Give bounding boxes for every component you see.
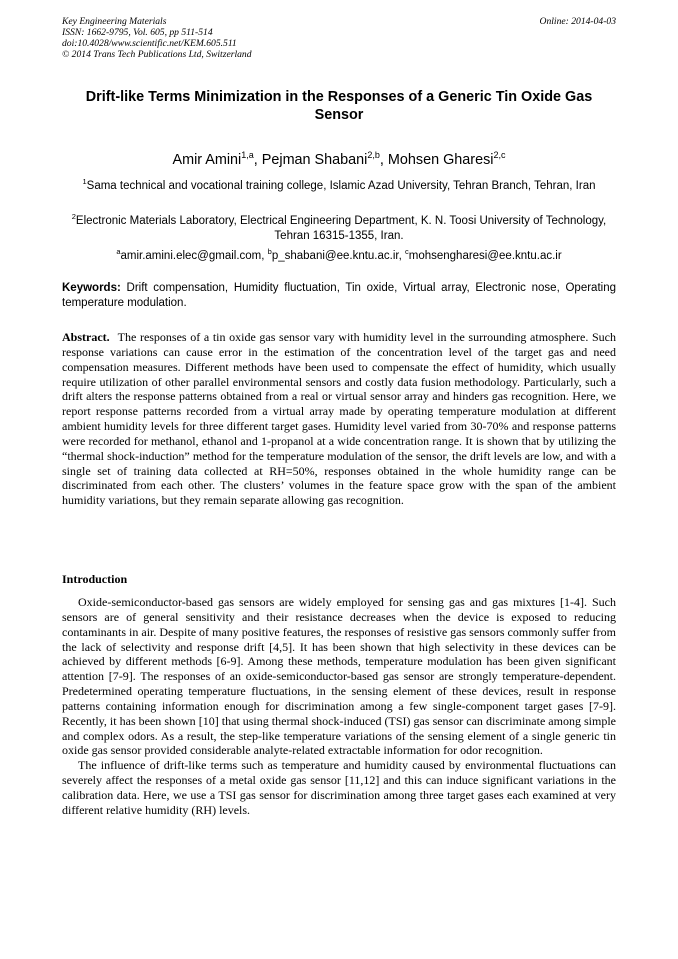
affiliation-2 [62,209,616,244]
journal-issn: ISSN: 1662-9795, Vol. 605, pp 511-514 [62,27,213,38]
author-name: Mohsen Gharesi [387,151,494,168]
author-list: Amir Amini$^{1,a}$, Pejman Shabani$^{2,b}$, Mohsen Gharesi$^{2,c}$ [172,150,506,168]
author-sup: 2,b [367,150,380,160]
email-sup: a [116,247,121,256]
author-emails [62,244,616,264]
author-sup: 1,a [241,150,254,160]
author-sup: 2,c [493,150,506,160]
author-name: Amir Amini [172,151,242,168]
email-text: amir.amini.elec@gmail.com, [120,249,268,262]
keywords-label: Keywords: [62,282,121,294]
journal-info [62,16,616,60]
introduction-body [62,595,616,818]
affiliation-sup: 2 [71,212,76,221]
journal-header [62,16,616,60]
author-name: Pejman Shabani [261,151,368,168]
affiliation-text: Electronic Materials Laboratory, Electrical Engineering Department, K. N. Toosi University of Technology, Tehran 16315-1355, Iran. [75,214,607,242]
paper-title: Drift-like Terms Minimization in the Responses of a Generic Tin Oxide Gas Sensor [85,89,593,123]
affiliation-sup: 1 [82,177,87,186]
journal-name: Key Engineering Materials [62,16,167,27]
email-text: p_shabani@ee.kntu.ac.ir, [271,249,405,262]
email-sup: c [404,247,409,256]
keywords [62,281,616,311]
section-heading: Introduction [62,572,128,586]
paragraph: Oxide-semiconductor-based gas sensors are widely employed for sensing gas and gas mixtures [1-4]. Such sensors are of general sensitivity and their resistance decreases when the device is exposed to reducing contaminants in air. Despite of many positive features, the responses of resistive gas sensors commonly suffer from the lack of selectivity and response drift [4,5]. It has been shown that high selectivity in these devices can be achieved by different methods [6-9]. Among these methods, temperature modulation has been given significant attention [7-9]. The responses of an oxide-semiconductor-based gas sensor are strongly temperature-dependent. Predetermined operating temperature fluctuations, in the sensing element of these devices, result in response patterns containing information enough for discrimination among a few single-component target gases [7-9]. Recently, it has been shown [10] that using thermal shock-induced (TSI) gas sensor can discriminate among simple and complex odors. As a result, the step-like temperature variations of the sensing element of a single generic tin oxide gas sensor provided considerable analyte-related extractable information for odor recognition. [62,595,616,758]
paragraph: The influence of drift-like terms such as temperature and humidity caused by environmental fluctuations can severely affect the responses of a metal oxide gas sensor [11,12] and this can induce significant variations in the calibration data. Here, we use a TSI gas sensor for discrimination among three target gases each examined at very different relative humidity (RH) levels. [62,758,616,817]
email-sup: b [267,247,272,256]
affiliation-1 [62,174,616,194]
abstract-text: The responses of a tin oxide gas sensor vary with humidity level in the surrounding atmosphere. Such response variations can cause error in the estimation of the concentration level of the target gas and need compensation measures. Different methods have been used to compensate the effect of humidity, which usually require utilization of other parallel environmental sensors and costly data fusion methodology. Particularly, such a drift alters the response patterns obtained from a real or virtual sensor array and hinders gas recognition. Here, we report response patterns recorded from a virtual array made by operating temperature modulation at different ambient humidity levels for three different target gases. Humidity level varied from 30-70% and response patterns were recorded for methanol, ethanol and 1-propanol at a wide concentration range. It is shown that by utilizing the “thermal shock-induction” method for the temperature modulation of the sensor, the drift levels are low, and with a single set of training data collected at RH=50%, responses obtained in the whole humidity range can be discriminated from each other. The clusters’ volumes in the feature space grow with the span of the ambient humidity variations, but they remain separate allowing gas recognition. [62,330,616,508]
email-text: mohsengharesi@ee.kntu.ac.ir [408,249,562,262]
online-date: Online: 2014-04-03 [539,16,616,27]
keywords-text: Drift compensation, Humidity fluctuation, Tin oxide, Virtual array, Electronic nose, Operating temperature modulation. [62,282,616,309]
journal-copyright: © 2014 Trans Tech Publications Ltd, Switzerland [62,49,252,60]
journal-doi: doi:10.4028/www.scientific.net/KEM.605.511 [62,38,237,49]
abstract-label: Abstract. [62,330,110,344]
abstract [62,330,616,508]
affiliation-text: Sama technical and vocational training college, Islamic Azad University, Tehran Branch, Tehran, Iran [86,179,596,192]
